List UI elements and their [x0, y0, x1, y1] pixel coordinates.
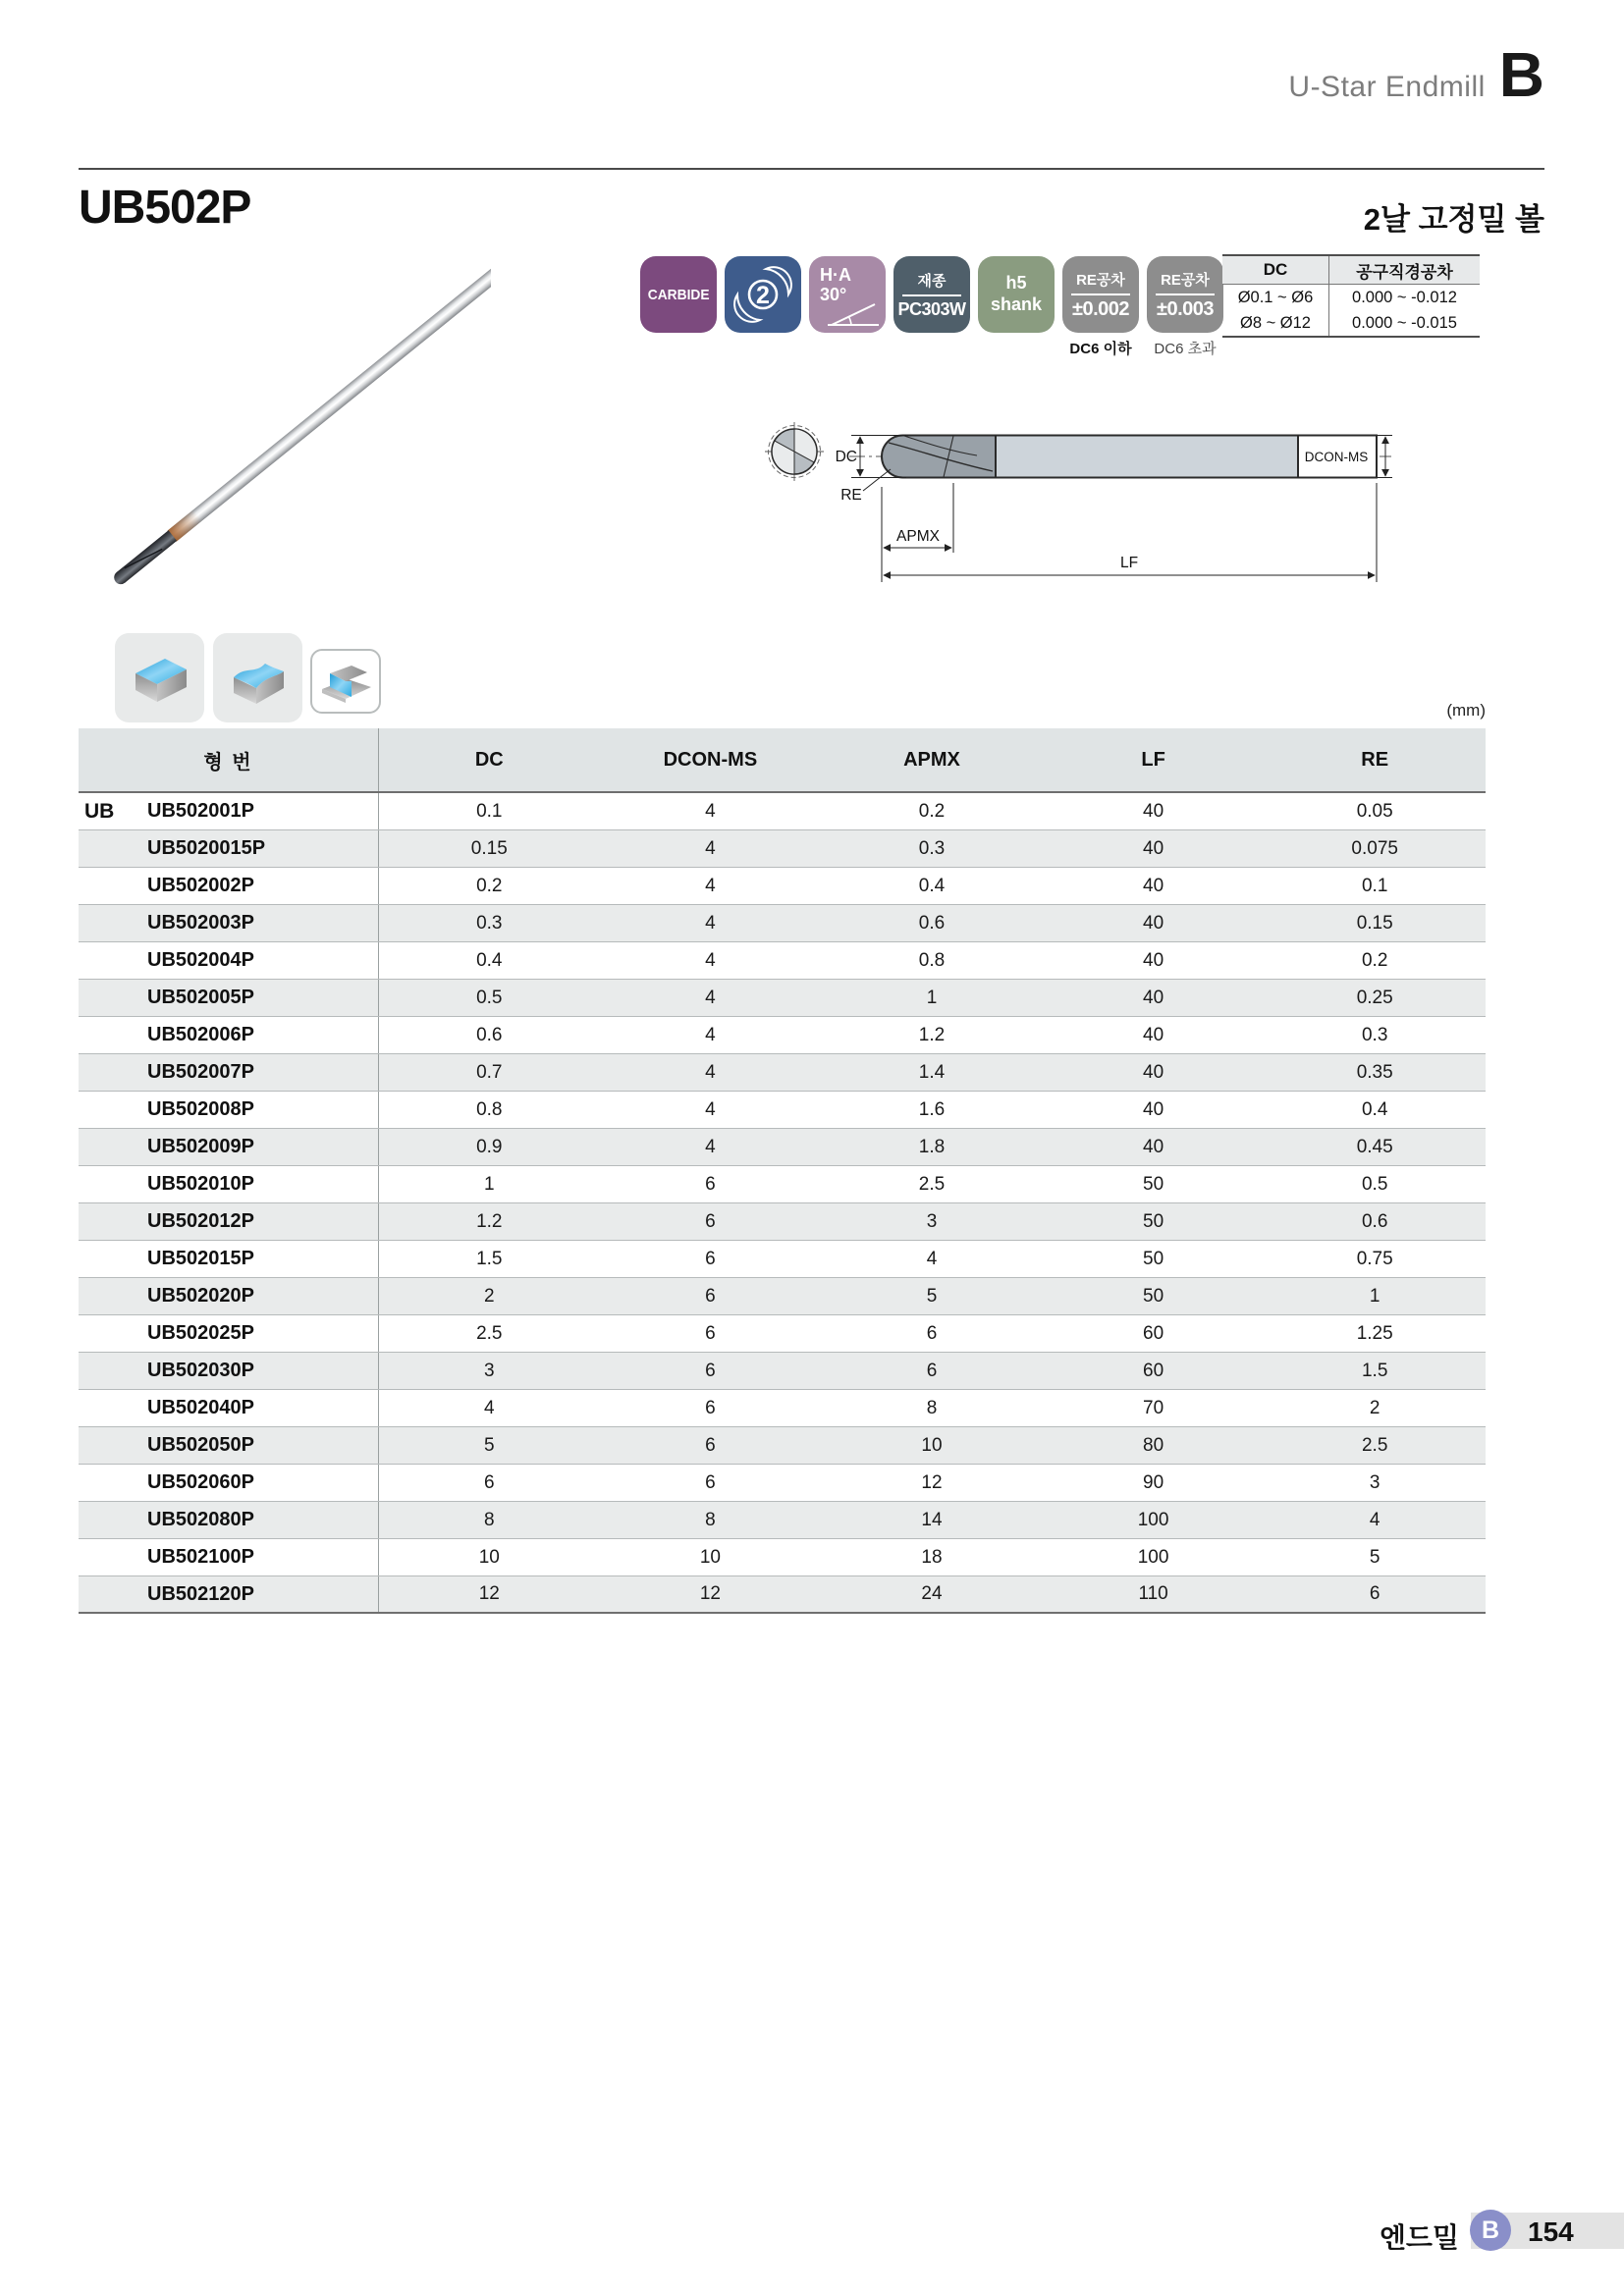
table-row	[79, 1502, 1486, 1539]
dc-cell: 5	[378, 1427, 600, 1464]
dcon-cell: 6	[705, 1285, 716, 1307]
series-cell	[79, 1427, 147, 1464]
apmx-cell: 0.3	[918, 837, 946, 859]
lf-cell: 110	[1138, 1583, 1168, 1604]
re-cell: 3	[1369, 1471, 1380, 1493]
apmx-cell: 18	[921, 1546, 943, 1568]
label-dc: DC	[835, 449, 857, 465]
series-cell	[79, 868, 147, 904]
dc-cell: 1.5	[378, 1241, 600, 1277]
dcon-cell: 10	[699, 1546, 721, 1568]
spec-table-body	[79, 793, 1486, 1614]
badge-re-tol-small-divider	[1071, 294, 1130, 295]
re-cell: 0.05	[1356, 800, 1393, 822]
endmill-photo	[69, 238, 491, 615]
series-cell	[79, 1576, 147, 1612]
badge-shank	[978, 256, 1055, 333]
model-cell: UB502002P	[147, 875, 254, 896]
dcon-cell: 6	[705, 1434, 716, 1456]
tolerance-header-dc: DC	[1222, 256, 1328, 284]
lf-cell: 60	[1143, 1360, 1164, 1381]
series-cell	[79, 830, 147, 867]
apmx-cell: 0.4	[918, 875, 946, 896]
re-cell: 5	[1369, 1546, 1380, 1568]
re-cell: 0.35	[1356, 1061, 1393, 1083]
lf-cell: 40	[1143, 987, 1164, 1008]
dc-cell: 0.8	[378, 1092, 600, 1128]
badge-shank-line1: h5	[1005, 273, 1027, 294]
apmx-cell: 3	[926, 1210, 938, 1232]
unit-note: (mm)	[1446, 701, 1486, 720]
apmx-cell: 8	[926, 1397, 938, 1418]
dc-cell: 12	[378, 1576, 600, 1612]
dcon-cell: 6	[705, 1360, 716, 1381]
apmx-cell: 14	[921, 1509, 943, 1530]
footer-category: 엔드밀	[1379, 2222, 1459, 2253]
table-row	[79, 868, 1486, 905]
model-cell: UB5020015P	[147, 837, 266, 859]
dc-cell: 0.6	[378, 1017, 600, 1053]
series-cell	[79, 942, 147, 979]
spec-header-dc: DC	[378, 728, 600, 791]
model-cell: UB502008P	[147, 1098, 254, 1120]
table-row	[79, 1427, 1486, 1465]
series-cell	[79, 1465, 147, 1501]
re-cell: 0.25	[1356, 987, 1393, 1008]
badge-re-tol-small-label: RE공차	[1076, 271, 1125, 289]
header-divider	[79, 168, 1544, 170]
spec-header-dcon: DCON-MS	[663, 748, 758, 771]
dc-cell: 0.2	[378, 868, 600, 904]
table-row	[79, 1278, 1486, 1315]
dcon-cell: 12	[699, 1583, 721, 1604]
apmx-cell: 5	[926, 1285, 938, 1307]
series-cell	[79, 1539, 147, 1575]
lf-cell: 80	[1143, 1434, 1164, 1456]
series-cell	[79, 1166, 147, 1202]
tolerance-range-2: Ø8 ~ Ø12	[1239, 313, 1311, 332]
spec-header-lf: LF	[1141, 748, 1165, 771]
apmx-cell: 1	[926, 987, 938, 1008]
lf-cell: 100	[1137, 1509, 1169, 1530]
apmx-cell: 1.8	[918, 1136, 946, 1157]
series-cell	[79, 1054, 147, 1091]
apmx-cell: 6	[926, 1322, 938, 1344]
dc-cell: 2	[378, 1278, 600, 1314]
table-row	[79, 1390, 1486, 1427]
tolerance-value-1: 0.000 ~ -0.012	[1328, 285, 1480, 310]
table-row	[79, 980, 1486, 1017]
dc-cell: 0.3	[378, 905, 600, 941]
badge-grade-label: 재종	[917, 272, 947, 290]
badge-re-tol-large-value: ±0.003	[1156, 297, 1215, 320]
product-subtitle: 2날 고정밀 볼	[1363, 202, 1544, 237]
dcon-cell: 6	[705, 1173, 716, 1195]
re-cell: 4	[1369, 1509, 1380, 1530]
series-cell	[79, 1241, 147, 1277]
lf-cell: 40	[1143, 1061, 1164, 1083]
badge-carbide	[640, 256, 717, 333]
table-row	[79, 1315, 1486, 1353]
re-cell: 0.1	[1361, 875, 1388, 896]
badge-grade	[893, 256, 970, 333]
dc-cell: 1.2	[378, 1203, 600, 1240]
table-row	[79, 1539, 1486, 1576]
lf-cell: 40	[1143, 1098, 1164, 1120]
sideview-drawing	[836, 436, 1392, 583]
spec-table	[79, 728, 1486, 1614]
catalog-series-label: U-Star Endmill	[1288, 71, 1486, 103]
lf-cell: 40	[1143, 1024, 1164, 1045]
footer-section-letter: B	[1481, 2216, 1500, 2244]
lf-cell: 50	[1143, 1173, 1164, 1195]
tolerance-header-tol: 공구직경공차	[1328, 256, 1480, 284]
series-cell	[79, 1092, 147, 1128]
spec-table-header	[79, 728, 1486, 793]
model-cell: UB502007P	[147, 1061, 254, 1083]
table-row	[79, 1353, 1486, 1390]
series-cell	[79, 1502, 147, 1538]
re-cell: 0.5	[1361, 1173, 1388, 1195]
model-cell: UB502020P	[147, 1285, 254, 1307]
table-row	[79, 1576, 1486, 1614]
table-row	[79, 1017, 1486, 1054]
dc-cell: 6	[378, 1465, 600, 1501]
badge-re-tol-large-label: RE공차	[1161, 271, 1210, 289]
model-cell: UB502006P	[147, 1024, 254, 1045]
label-apmx: APMX	[896, 528, 940, 545]
model-cell: UB502040P	[147, 1397, 254, 1418]
dc-cell: 0.1	[378, 793, 600, 829]
apmx-cell: 0.2	[918, 800, 946, 822]
dimension-diagram	[741, 400, 1399, 597]
step-surface-icon	[318, 658, 373, 705]
lf-cell: 40	[1143, 912, 1164, 934]
table-row	[79, 905, 1486, 942]
lf-cell: 70	[1143, 1397, 1164, 1418]
lf-cell: 40	[1143, 1136, 1164, 1157]
page-header	[1288, 39, 1544, 110]
series-cell	[79, 1390, 147, 1426]
series-cell	[79, 1278, 147, 1314]
dcon-cell: 4	[705, 1098, 716, 1120]
apmx-cell: 0.6	[918, 912, 946, 934]
re-cell: 0.2	[1361, 949, 1388, 971]
model-cell: UB502009P	[147, 1136, 254, 1157]
dc-cell: 1	[378, 1166, 600, 1202]
badge-helix-angle	[809, 256, 886, 333]
dc-cell: 0.9	[378, 1129, 600, 1165]
dc-cell: 0.15	[378, 830, 600, 867]
apmx-cell: 6	[926, 1360, 938, 1381]
model-cell: UB502080P	[147, 1509, 254, 1530]
dcon-cell: 4	[705, 800, 716, 822]
footer-page-number: 154	[1528, 2216, 1574, 2247]
table-row	[79, 1129, 1486, 1166]
table-row	[79, 1054, 1486, 1092]
re-cell: 0.075	[1351, 837, 1398, 859]
apmx-cell: 2.5	[918, 1173, 946, 1195]
badge-flute-count	[725, 256, 801, 333]
dcon-cell: 4	[705, 837, 716, 859]
dcon-cell: 6	[705, 1248, 716, 1269]
application-icon-contour-milling	[213, 633, 302, 722]
re-cell: 2	[1369, 1397, 1380, 1418]
re-cell: 1	[1369, 1285, 1380, 1307]
model-cell: UB502030P	[147, 1360, 254, 1381]
tolerance-value-2: 0.000 ~ -0.015	[1328, 310, 1480, 336]
table-row	[79, 1203, 1486, 1241]
endview-drawing	[765, 422, 824, 481]
re-cell: 6	[1369, 1583, 1380, 1604]
dc-cell: 0.4	[378, 942, 600, 979]
re-cell: 0.75	[1356, 1248, 1393, 1269]
table-row	[79, 1465, 1486, 1502]
table-row	[79, 1241, 1486, 1278]
dcon-cell: 6	[705, 1322, 716, 1344]
two-flute-endview-icon	[733, 265, 792, 324]
footer-section-badge	[1470, 2210, 1511, 2251]
model-cell: UB502015P	[147, 1248, 254, 1269]
model-cell: UB502060P	[147, 1471, 254, 1493]
dcon-cell: 4	[705, 1024, 716, 1045]
apmx-cell: 0.8	[918, 949, 946, 971]
dcon-cell: 6	[705, 1210, 716, 1232]
label-re: RE	[840, 487, 862, 504]
lf-cell: 40	[1143, 949, 1164, 971]
re-cell: 0.6	[1361, 1210, 1388, 1232]
model-cell: UB502120P	[147, 1582, 254, 1605]
badge-helix-line2: 30°	[820, 285, 847, 305]
badge-carbide-label: CARBIDE	[647, 286, 710, 303]
application-icon-step-milling	[310, 649, 381, 714]
spec-header-model: 형 번	[203, 751, 253, 774]
dc-cell: 2.5	[378, 1315, 600, 1352]
dc-cell: 0.7	[378, 1054, 600, 1091]
contoured-surface-icon	[224, 644, 293, 713]
series-cell	[79, 1315, 147, 1352]
dcon-cell: 4	[705, 1061, 716, 1083]
apmx-cell: 4	[926, 1248, 938, 1269]
series-cell	[79, 980, 147, 1016]
dcon-cell: 4	[705, 1136, 716, 1157]
series-cell	[79, 1129, 147, 1165]
label-dcon-ms: DCON-MS	[1304, 450, 1369, 464]
re-cell: 0.3	[1361, 1024, 1388, 1045]
dcon-cell: 6	[705, 1471, 716, 1493]
lf-cell: 40	[1143, 875, 1164, 896]
tolerance-range-1: Ø0.1 ~ Ø6	[1237, 288, 1314, 306]
lf-cell: 100	[1137, 1546, 1169, 1568]
apmx-cell: 1.4	[918, 1061, 946, 1083]
dc-cell: 10	[378, 1539, 600, 1575]
apmx-cell: 10	[921, 1434, 943, 1456]
apmx-cell: 1.2	[918, 1024, 946, 1045]
diameter-tolerance-table	[1222, 254, 1480, 338]
tolerance-table-header	[1222, 256, 1480, 285]
badge-grade-value: PC303W	[897, 298, 966, 319]
dcon-cell: 4	[705, 949, 716, 971]
dc-cell: 8	[378, 1502, 600, 1538]
dcon-cell: 6	[705, 1397, 716, 1418]
spec-header-apmx: APMX	[903, 748, 960, 771]
model-cell: UB502025P	[147, 1322, 254, 1344]
application-icon-face-milling	[115, 633, 204, 722]
badge-re-tol-small-value: ±0.002	[1071, 297, 1130, 320]
dcon-cell: 4	[705, 912, 716, 934]
model-cell: UB502004P	[147, 949, 254, 971]
apmx-cell: 24	[921, 1583, 943, 1604]
model-cell: UB502005P	[147, 987, 254, 1008]
tolerance-row	[1222, 310, 1480, 336]
re-cell: 2.5	[1361, 1434, 1388, 1456]
table-row	[79, 793, 1486, 830]
badge-re-tolerance-small	[1062, 256, 1139, 333]
lf-cell: 50	[1143, 1210, 1164, 1232]
series-cell	[79, 1353, 147, 1389]
dc-cell: 4	[378, 1390, 600, 1426]
dcon-cell: 4	[705, 987, 716, 1008]
feature-badges	[640, 256, 1223, 333]
badge-note-dc6-over: DC6 초과	[1154, 341, 1217, 357]
dcon-cell: 8	[705, 1509, 716, 1530]
tolerance-row	[1222, 285, 1480, 310]
product-model-title: UB502P	[79, 182, 251, 234]
apmx-cell: 12	[921, 1471, 943, 1493]
badge-grade-divider	[902, 294, 961, 296]
badge-shank-line2: shank	[990, 294, 1043, 314]
badge-flute-count-label: 2	[756, 282, 770, 309]
series-cell	[79, 1203, 147, 1240]
lf-cell: 90	[1143, 1471, 1164, 1493]
table-row	[79, 1166, 1486, 1203]
spec-header-re: RE	[1361, 748, 1389, 771]
model-cell: UB502010P	[147, 1173, 254, 1195]
dc-cell: 0.5	[378, 980, 600, 1016]
badge-note-dc6-under: DC6 이하	[1069, 341, 1132, 357]
re-cell: 0.4	[1361, 1098, 1388, 1120]
table-row	[79, 942, 1486, 980]
table-row	[79, 1092, 1486, 1129]
lf-cell: 40	[1143, 800, 1164, 822]
series-cell: UB	[84, 799, 115, 823]
model-cell: UB502001P	[147, 800, 254, 822]
catalog-section-letter: B	[1498, 39, 1544, 110]
badge-re-tol-large-divider	[1156, 294, 1215, 295]
lf-cell: 50	[1143, 1285, 1164, 1307]
lf-cell: 60	[1143, 1322, 1164, 1344]
model-cell: UB502012P	[147, 1210, 254, 1232]
model-cell: UB502003P	[147, 912, 254, 934]
lf-cell: 40	[1143, 837, 1164, 859]
re-cell: 0.15	[1356, 912, 1393, 934]
re-cell: 1.5	[1361, 1360, 1388, 1381]
lf-cell: 50	[1143, 1248, 1164, 1269]
apmx-cell: 1.6	[918, 1098, 946, 1120]
model-cell: UB502100P	[147, 1546, 254, 1568]
badge-re-tolerance-large	[1147, 256, 1223, 333]
re-cell: 0.45	[1356, 1136, 1393, 1157]
table-row	[79, 830, 1486, 868]
series-cell	[79, 905, 147, 941]
dc-cell: 3	[378, 1353, 600, 1389]
label-lf: LF	[1119, 555, 1139, 571]
model-cell: UB502050P	[147, 1434, 254, 1456]
angle-icon	[826, 301, 881, 327]
badge-helix-line1: H·A	[820, 265, 851, 285]
re-cell: 1.25	[1356, 1322, 1393, 1344]
series-cell	[79, 1017, 147, 1053]
flat-surface-icon	[126, 644, 194, 713]
dcon-cell: 4	[705, 875, 716, 896]
